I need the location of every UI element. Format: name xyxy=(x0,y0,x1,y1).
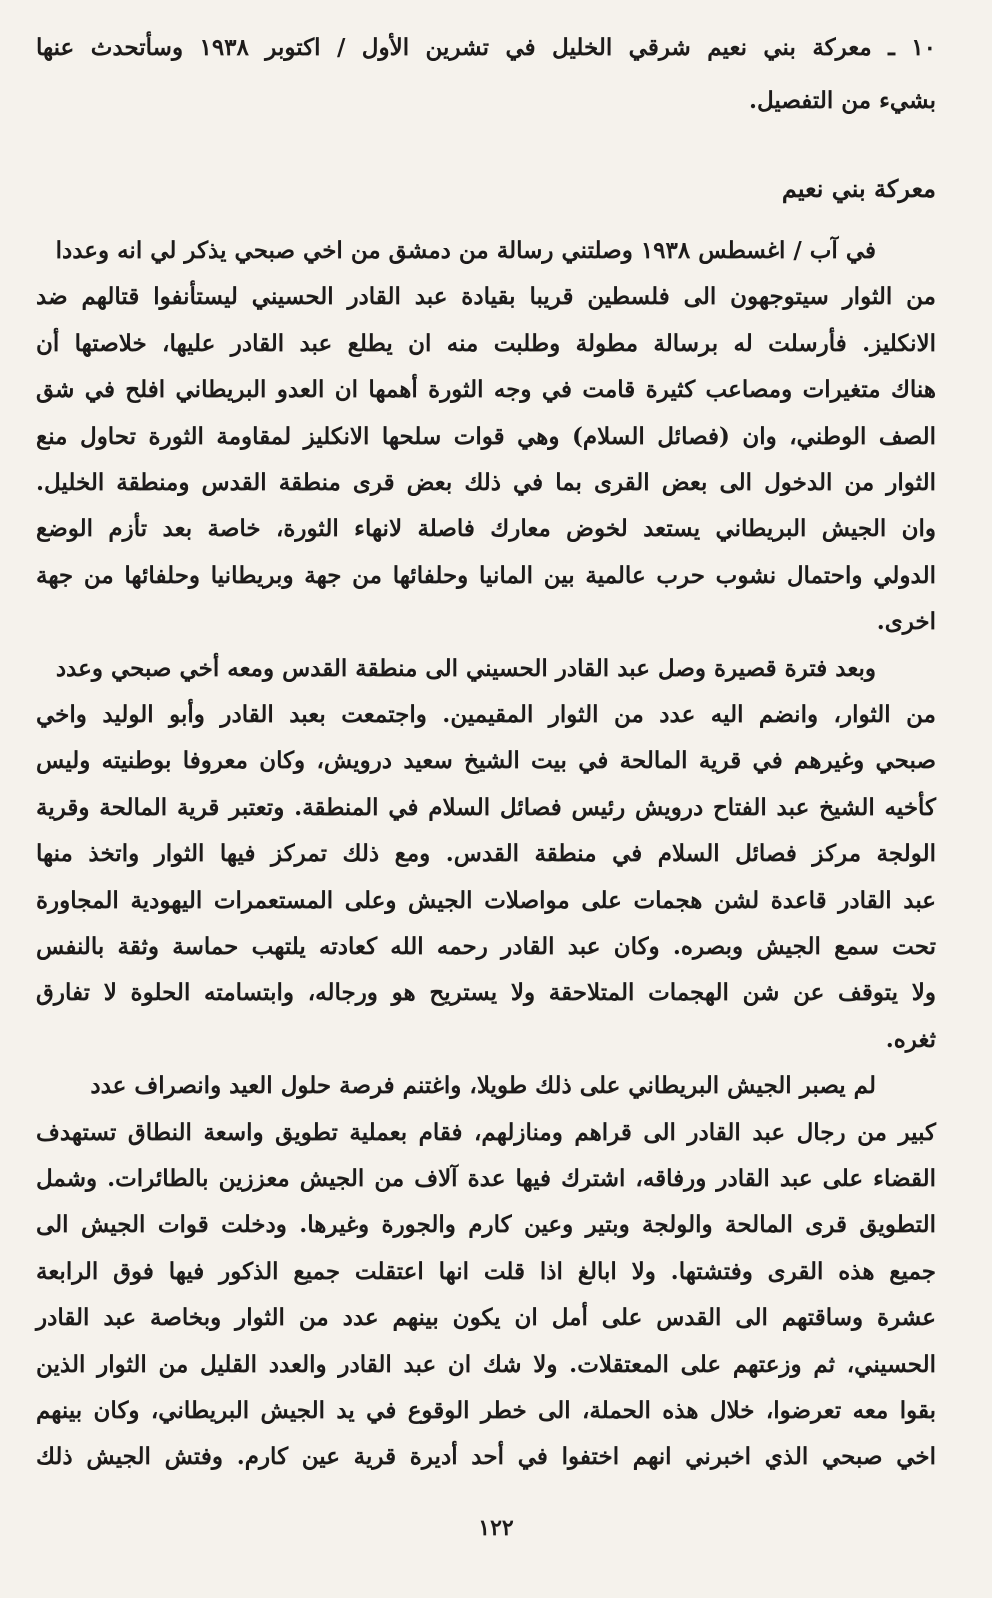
text-line: من الثوار سيتوجهون الى فلسطين قريبا بقيادة عبد القادر الحسيني ليستأنفوا قتالهم ضد xyxy=(36,283,936,310)
intro-line: بشيء من التفصيل. xyxy=(748,87,936,114)
text-line: عشرة وساقتهم الى القدس على أمل ان يكون بينهم عدد من الثوار وبخاصة عبد القادر xyxy=(36,1304,936,1331)
text-line: في آب / اغسطس ١٩٣٨ وصلتني رسالة من دمشق من اخي صبحي يذكر لي انه وعددا xyxy=(55,237,876,264)
text-line: جميع هذه القرى وفتشتها. ولا ابالغ اذا قلت انها اعتقلت جميع الذكور فيها فوق الرابعة xyxy=(36,1258,936,1285)
text-line: وان الجيش البريطاني يستعد لخوض معارك فاصلة لانهاء الثورة، خاصة بعد تأزم الوضع xyxy=(36,515,936,542)
text-line: كأخيه الشيخ عبد الفتاح درويش رئيس فصائل السلام في المنطقة. وتعتبر قرية المالحة وقرية xyxy=(36,794,936,821)
text-line: الولجة مركز فصائل السلام في منطقة القدس. ومع ذلك تمركز فيها الثوار واتخذ منها xyxy=(36,840,936,867)
text-line: من الثوار، وانضم اليه عدد من الثوار المقيمين. واجتمعت بعبد القادر وأبو الوليد واخي xyxy=(36,701,936,728)
text-line: اخرى. xyxy=(876,608,936,635)
text-line: الحسيني، ثم وزعتهم على المعتقلات. ولا شك ان عبد القادر والعدد القليل من الثوار الذين xyxy=(36,1351,936,1378)
section-title: معركة بني نعيم xyxy=(781,174,936,203)
page-number: ١٢٢ xyxy=(478,1515,514,1541)
text-line: صبحي وغيرهم في قرية المالحة في بيت الشيخ سعيد درويش، وكان معروفا بوطنيته وليس xyxy=(36,747,936,774)
text-line: ولا يتوقف عن شن الهجمات المتلاحقة ولا يستريح هو ورجاله، وابتسامته الحلوة لا تفارق xyxy=(36,979,936,1006)
text-line: التطويق قرى المالحة والولجة وبتير وعين كارم والجورة وغيرها. ودخلت قوات الجيش الى xyxy=(36,1211,936,1238)
text-line: عبد القادر قاعدة لشن هجمات على مواصلات الجيش وعلى المستعمرات اليهودية المجاورة xyxy=(36,887,936,914)
text-line: تحت سمع الجيش وبصره. وكان عبد القادر رحمه الله كعادته يلتهب حماسة وثقة بالنفس xyxy=(36,933,936,960)
text-line: الصف الوطني، وان (فصائل السلام) وهي قوات سلحها الانكليز لمقاومة الثورة تحاول منع xyxy=(36,423,936,450)
intro-line: ١٠ ـ معركة بني نعيم شرقي الخليل في تشرين الأول / اكتوبر ١٩٣٨ وسأتحدث عنها xyxy=(36,34,936,61)
text-line: كبير من رجال عبد القادر الى قراهم ومنازلهم، فقام بعملية تطويق واسعة النطاق تستهدف xyxy=(36,1119,936,1146)
text-line: اخي صبحي الذي اخبرني انهم اختفوا في أحد أديرة قرية عين كارم. وفتش الجيش ذلك xyxy=(36,1443,936,1470)
text-line: هناك متغيرات ومصاعب كثيرة قامت في وجه الثورة أهمها ان العدو البريطاني افلح في شق xyxy=(36,376,936,403)
text-line: ثغره. xyxy=(885,1026,936,1053)
text-line: الدولي واحتمال نشوب حرب عالمية بين المانيا وحلفائها من جهة وبريطانيا وحلفائها من جهة xyxy=(36,562,936,589)
text-line: الثوار من الدخول الى بعض القرى بما في ذلك بعض قرى منطقة القدس ومنطقة الخليل. xyxy=(36,469,936,496)
text-line: القضاء على عبد القادر ورفاقه، اشترك فيها عدة آلاف من الجيش معززين بالطائرات. وشمل xyxy=(36,1165,936,1192)
text-line: وبعد فترة قصيرة وصل عبد القادر الحسيني الى منطقة القدس ومعه أخي صبحي وعدد xyxy=(55,655,876,682)
text-line: لم يصبر الجيش البريطاني على ذلك طويلا، واغتنم فرصة حلول العيد وانصراف عدد xyxy=(90,1072,876,1099)
text-line: بقوا معه تعرضوا، خلال هذه الحملة، الى خطر الوقوع في يد الجيش البريطاني، وكان بينهم xyxy=(36,1397,936,1424)
text-line: الانكليز. فأرسلت له برسالة مطولة وطلبت منه ان يطلع عبد القادر عليها، خلاصتها أن xyxy=(36,330,936,357)
